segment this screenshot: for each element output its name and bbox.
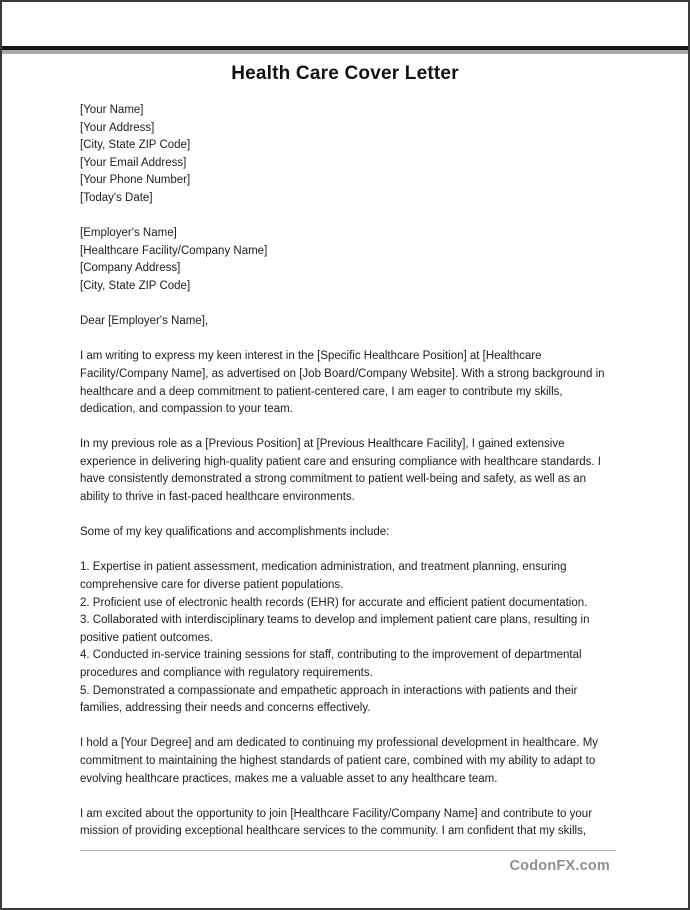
page-title: Health Care Cover Letter bbox=[231, 63, 459, 84]
qualification-item: 3. Collaborated with interdisciplinary teams to develop and implement patient care plans, resulting in positive patient outcomes. bbox=[80, 614, 590, 644]
qualifications-list bbox=[80, 559, 616, 717]
recipient-city-state-zip: [City, State ZIP Code] bbox=[80, 279, 191, 292]
salutation: Dear [Employer's Name], bbox=[80, 315, 209, 328]
paragraph-experience: In my previous role as a [Previous Position] at [Previous Healthcare Facility], I gained extensive experience in delivering high-quality patient care and ensuring compliance with healthcare standards. I have consistently demonstrated a strong commitment to patient well-being and safety, as well as an ability to thrive in fast-paced healthcare environments. bbox=[80, 438, 602, 504]
qualification-item: 5. Demonstrated a compassionate and empathetic approach in interactions with patients and their families, addressing their needs and concerns effectively. bbox=[80, 684, 578, 715]
qualifications-lead: Some of my key qualifications and accomplishments include: bbox=[80, 526, 390, 539]
letter-body bbox=[80, 102, 616, 840]
sender-phone: [Your Phone Number] bbox=[80, 174, 191, 187]
recipient-address: [Company Address] bbox=[80, 262, 181, 275]
qualification-item: 2. Proficient use of electronic health records (EHR) for accurate and efficient patient documentation. bbox=[80, 596, 588, 609]
letter-date: [Today's Date] bbox=[80, 191, 153, 204]
paragraph-closing: I am excited about the opportunity to join [Healthcare Facility/Company Name] and contribute to your mission of providing exceptional healthcare services to the community. I am confident that my skills, bbox=[80, 807, 593, 838]
sender-block bbox=[80, 102, 616, 208]
recipient-block bbox=[80, 225, 616, 295]
qualification-item: 1. Expertise in patient assessment, medication administration, and treatment planning, ensuring comprehensive care for diverse patient populations. bbox=[80, 561, 567, 592]
recipient-name: [Employer's Name] bbox=[80, 227, 177, 240]
sender-email: [Your Email Address] bbox=[80, 156, 187, 169]
paragraph-introduction: I am writing to express my keen interest in the [Specific Healthcare Position] at [Healthcare Facility/Company Name], as advertised on [Job Board/Company Website]. With a strong background in healthcare and a deep commitment to patient-centered care, I am eager to contribute my skills, dedication, and compassion to your team. bbox=[80, 350, 605, 416]
qualification-item: 4. Conducted in-service training sessions for staff, contributing to the improvement of departmental procedures and compliance with regulatory requirements. bbox=[80, 649, 582, 679]
paragraph-degree: I hold a [Your Degree] and am dedicated to continuing my professional development in healthcare. My commitment to maintaining the highest standards of patient care, combined with my ability to adapt to evolving healthcare practices, makes me a valuable asset to any healthcare team. bbox=[80, 737, 599, 785]
footer-brand: CodonFX.com bbox=[509, 858, 610, 874]
sender-address: [Your Address] bbox=[80, 121, 155, 134]
header-rule-shadow bbox=[2, 50, 688, 54]
sender-city-state-zip: [City, State ZIP Code] bbox=[80, 139, 191, 152]
recipient-company: [Healthcare Facility/Company Name] bbox=[80, 244, 268, 257]
sender-name: [Your Name] bbox=[80, 104, 144, 116]
footer-divider bbox=[80, 850, 616, 851]
